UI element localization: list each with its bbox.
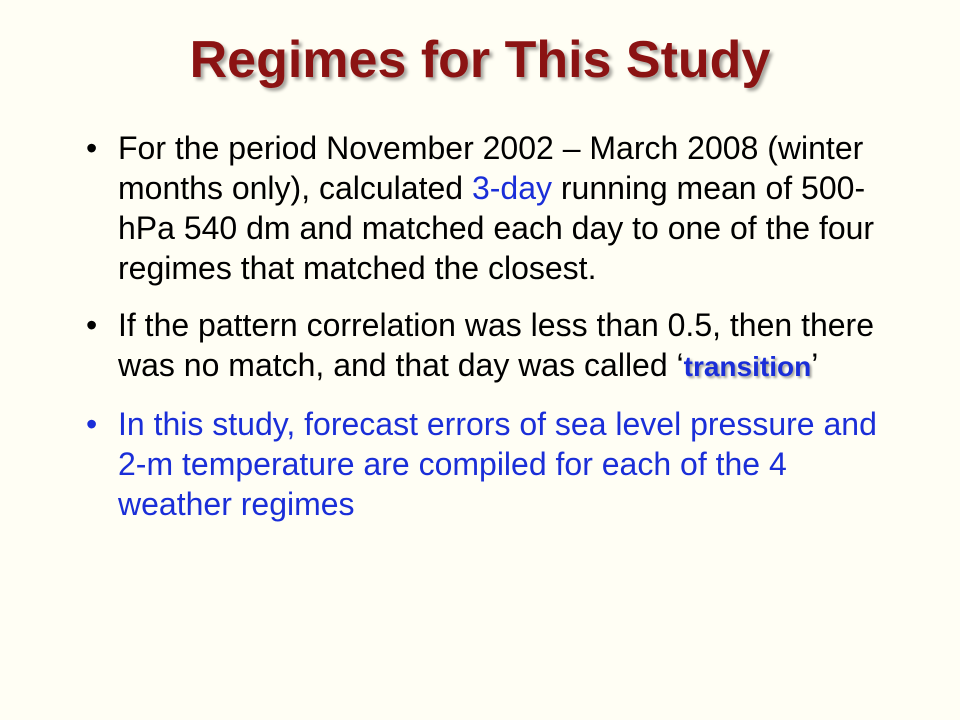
highlight-transition: transition (683, 351, 812, 382)
bullet-icon: • (86, 406, 98, 442)
bullet-list (86, 128, 886, 541)
bullet-text: In this study, forecast errors of sea level pressure and 2-m temperature are compiled for each of the 4 weather regimes (118, 406, 877, 522)
bullet-text-cont: ’ (811, 347, 819, 383)
bullet-text: For the period November 2002 – March 2008 (winter months only), calculated (118, 130, 864, 206)
bullet-text: If the pattern correlation was less than 0.5, then there was no match, and that day was called ‘ (118, 307, 874, 383)
bullet-icon: • (86, 307, 98, 343)
highlight-3-day: 3-day (471, 170, 552, 206)
slide-title: Regimes for This Study (189, 31, 771, 89)
bullet-text-cont: running mean of 500-hPa 540 dm and matched each day to one of the four regimes that matched the closest. (118, 170, 875, 286)
bullet-icon: • (86, 130, 98, 166)
bullet-item-correlation (86, 305, 886, 387)
bullet-item-forecast-errors (86, 404, 886, 524)
bullet-item-period (86, 128, 886, 288)
